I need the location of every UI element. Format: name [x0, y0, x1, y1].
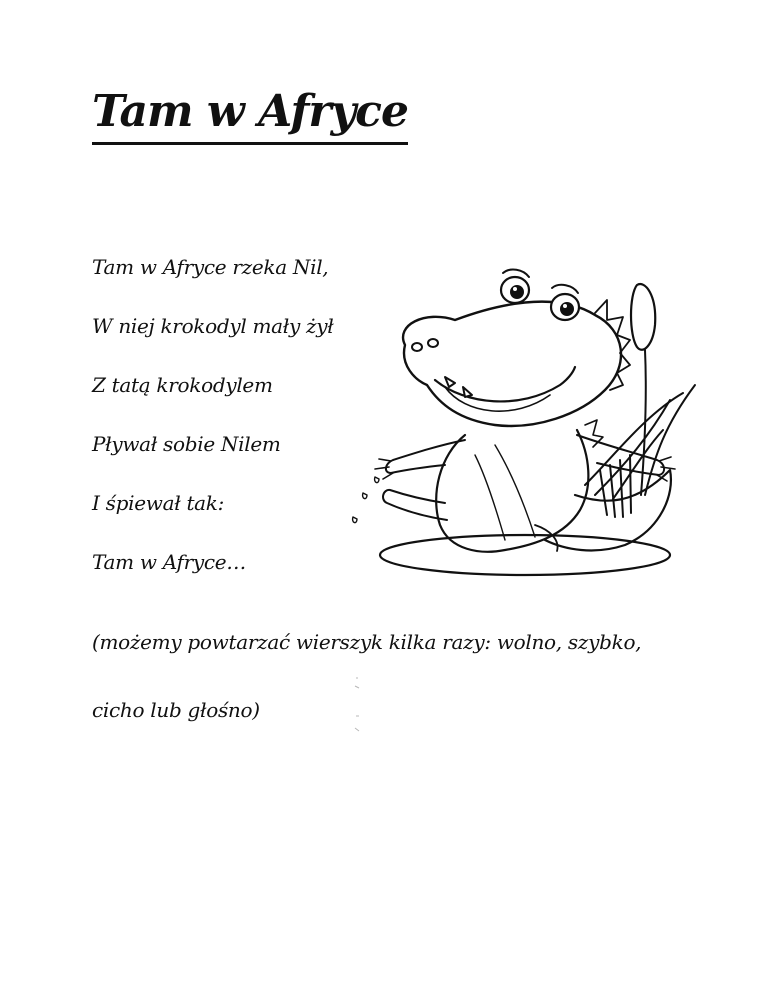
note-line: cicho lub głośno) — [92, 698, 260, 722]
water-drops — [353, 477, 379, 523]
poem-line: Pływał sobie Nilem — [92, 432, 281, 456]
poem-line: Tam w Afryce rzeka Nil, — [92, 255, 329, 279]
crocodile-illustration — [345, 255, 730, 595]
faint-marks — [352, 676, 362, 736]
crocodile-spikes — [595, 300, 630, 390]
crocodile-arm-right — [577, 435, 664, 475]
water-ripple — [380, 535, 670, 575]
poem-title: Tam w Afryce — [92, 84, 408, 145]
note-line: (możemy powtarzać wierszyk kilka razy: wolno, szybko, — [92, 630, 642, 654]
poem-line: W niej krokodyl mały żył — [92, 314, 334, 338]
crocodile-arm-left — [386, 440, 465, 473]
crocodile-head — [403, 302, 621, 426]
poem-line: Z tatą krokodylem — [92, 373, 273, 397]
instruction-note — [92, 627, 692, 725]
crocodile-body — [436, 430, 588, 552]
poem-line: Tam w Afryce… — [92, 550, 247, 574]
poem-body — [92, 252, 333, 606]
crocodile-eyes — [501, 270, 579, 320]
poem-line: I śpiewał tak: — [92, 491, 225, 515]
